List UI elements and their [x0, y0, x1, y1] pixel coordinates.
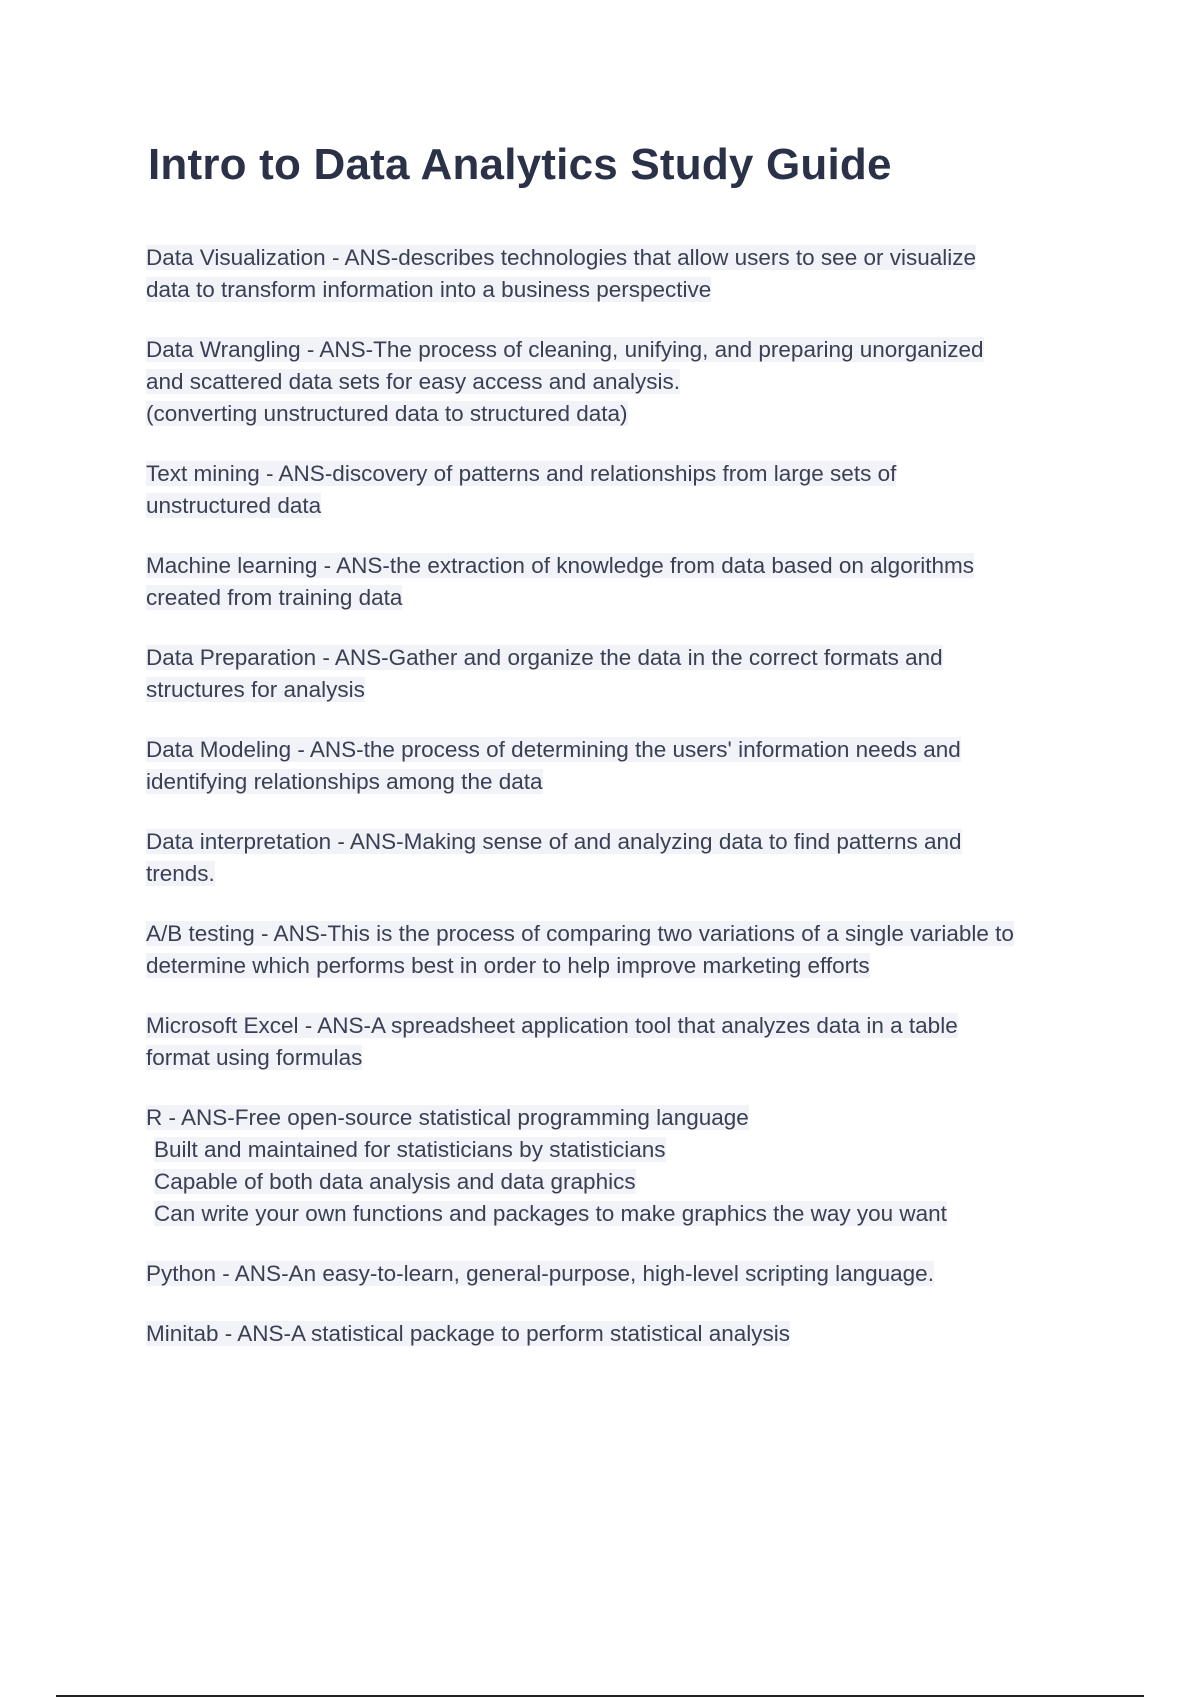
entry-line: structures for analysis: [146, 677, 365, 702]
entry-line: Data Visualization - ANS-describes technologies that allow users to see or visualize: [146, 245, 977, 270]
entry-line: Built and maintained for statisticians by statisticians: [154, 1137, 666, 1162]
footer-divider: [56, 1695, 1144, 1697]
entry-line: identifying relationships among the data: [146, 769, 543, 794]
entry-line: unstructured data: [146, 493, 322, 518]
entry-line: Data Wrangling - ANS-The process of cleaning, unifying, and preparing unorganized: [146, 337, 984, 362]
entry-line: (converting unstructured data to structured data): [146, 401, 628, 426]
entry-data-interpretation: [146, 826, 1096, 890]
entry-line: Capable of both data analysis and data graphics: [154, 1169, 636, 1194]
entry-data-wrangling: [146, 334, 1096, 430]
entry-line: Data Modeling - ANS-the process of determining the users' information needs and: [146, 737, 961, 762]
entry-line: and scattered data sets for easy access and analysis.: [146, 369, 681, 394]
entry-data-modeling: [146, 734, 1096, 798]
entry-line: Data interpretation - ANS-Making sense of and analyzing data to find patterns and: [146, 829, 962, 854]
entry-line: Microsoft Excel - ANS-A spreadsheet application tool that analyzes data in a table: [146, 1013, 958, 1038]
entry-r: [146, 1102, 1096, 1230]
entry-line: created from training data: [146, 585, 403, 610]
entry-line: Machine learning - ANS-the extraction of knowledge from data based on algorithms: [146, 553, 974, 578]
entry-line: trends.: [146, 861, 215, 886]
entry-line: A/B testing - ANS-This is the process of comparing two variations of a single variable to: [146, 921, 1014, 946]
entry-minitab: [146, 1318, 1096, 1350]
entry-python: [146, 1258, 1096, 1290]
entry-data-visualization: [146, 242, 1096, 306]
entry-ab-testing: [146, 918, 1096, 982]
entry-line: Minitab - ANS-A statistical package to perform statistical analysis: [146, 1321, 791, 1346]
entry-data-preparation: [146, 642, 1096, 706]
entry-machine-learning: [146, 550, 1096, 614]
entry-line: format using formulas: [146, 1045, 363, 1070]
entry-text-mining: [146, 458, 1096, 522]
entry-line: Python - ANS-An easy-to-learn, general-purpose, high-level scripting language.: [146, 1261, 934, 1286]
entry-line: data to transform information into a business perspective: [146, 277, 712, 302]
entry-line: determine which performs best in order to help improve marketing efforts: [146, 953, 870, 978]
entry-line: R - ANS-Free open-source statistical programming language: [146, 1105, 749, 1130]
page-title: Intro to Data Analytics Study Guide: [148, 140, 892, 189]
study-guide-entries: [146, 242, 1096, 1378]
entry-line: Text mining - ANS-discovery of patterns and relationships from large sets of: [146, 461, 897, 486]
entry-line: Can write your own functions and packages to make graphics the way you want: [154, 1201, 947, 1226]
entry-line: Data Preparation - ANS-Gather and organize the data in the correct formats and: [146, 645, 943, 670]
entry-microsoft-excel: [146, 1010, 1096, 1074]
